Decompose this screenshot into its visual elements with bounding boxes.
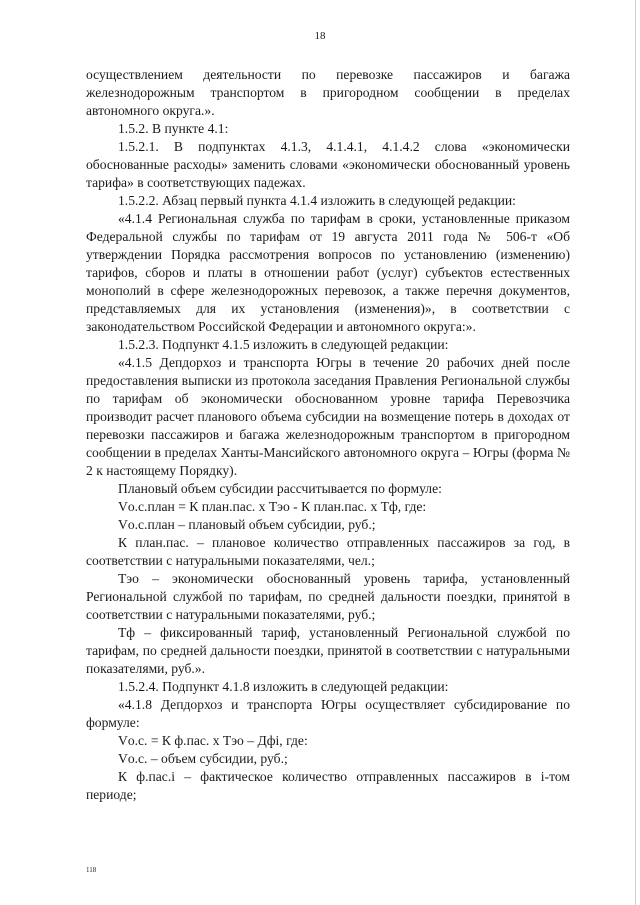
paragraph: 1.5.2.3. Подпункт 4.1.5 изложить в следующей редакции: bbox=[118, 337, 449, 352]
paragraph: «4.1.4 Региональная служба по тарифам в сроки, установленные приказом Федеральной службы по тарифам от 19 августа 2011 года № 506-т «Об утверждении Порядка рассмотрения вопросов по установлению (изменению) тарифов, сборов и платы в отношении работ (услуг) субъектов естественных монополий в сфере железнодорожных перевозок, а также перечня документов, представляемых для их установления (изменения)», в соответствии с законодательством Российской Федерации и автономного округа:». bbox=[86, 211, 570, 334]
paragraph: К ф.пас.i – фактическое количество отправленных пассажиров в i-том периоде; bbox=[86, 769, 570, 802]
paragraph: «4.1.5 Депдорхоз и транспорта Югры в течение 20 рабочих дней после предоставления выписки из протокола заседания Правления Региональной службы по тарифам об экономически обоснованном уровне тарифа Перевозчика производит расчет планового объема субсидии на возмещение потерь в доходах от перевозки пассажиров и багажа железнодорожным транспортом в пригородном сообщении в пределах Ханты-Мансийского автономного округа – Югры (форма № 2 к настоящему Порядку). bbox=[86, 355, 570, 478]
page-number: 18 bbox=[314, 30, 326, 42]
paragraph: Vо.с.план = К план.пас. х Тэо - К план.пас. х Тф, где: bbox=[118, 499, 427, 514]
document-body bbox=[86, 66, 570, 804]
paragraph: Vо.с.план – плановый объем субсидии, руб.; bbox=[118, 517, 376, 532]
paragraph: Плановый объем субсидии рассчитывается по формуле: bbox=[118, 481, 442, 496]
paragraph: 1.5.2.2. Абзац первый пункта 4.1.4 изложить в следующей редакции: bbox=[118, 193, 516, 208]
paragraph: К план.пас. – плановое количество отправленных пассажиров за год, в соответствии с натуральными показателями, чел.; bbox=[86, 535, 570, 568]
paragraph: Тэо – экономически обоснованный уровень тарифа, установленный Региональной службой по тарифам, по средней дальности поездки, принятой в соответствии с натуральными показателями, руб.; bbox=[86, 571, 570, 622]
scan-edge-line bbox=[635, 0, 636, 905]
paragraph: 1.5.2. В пункте 4.1: bbox=[118, 121, 229, 136]
paragraph: Тф – фиксированный тариф, установленный Региональной службой по тарифам, по средней дальности поездки, принятой в соответствии с натуральными показателями, руб.». bbox=[86, 625, 570, 676]
paragraph: 1.5.2.4. Подпункт 4.1.8 изложить в следующей редакции: bbox=[118, 679, 449, 694]
paragraph: Vо.с. = К ф.пас. х Тэо – Дфi, где: bbox=[118, 733, 308, 748]
paragraph: 1.5.2.1. В подпунктах 4.1.3, 4.1.4.1, 4.1.4.2 слова «экономически обоснованные расходы» заменить словами «экономически обоснованный уровень тарифа» в соответствующих падежах. bbox=[86, 139, 570, 190]
paragraph: осуществлением деятельности по перевозке пассажиров и багажа железнодорожным транспортом в пригородном сообщении в пределах автономного округа.». bbox=[86, 67, 570, 118]
paragraph: Vо.с. – объем субсидии, руб.; bbox=[118, 751, 288, 766]
paragraph: «4.1.8 Депдорхоз и транспорта Югры осуществляет субсидирование по формуле: bbox=[86, 697, 570, 730]
footer-mark: 118 bbox=[86, 866, 97, 874]
